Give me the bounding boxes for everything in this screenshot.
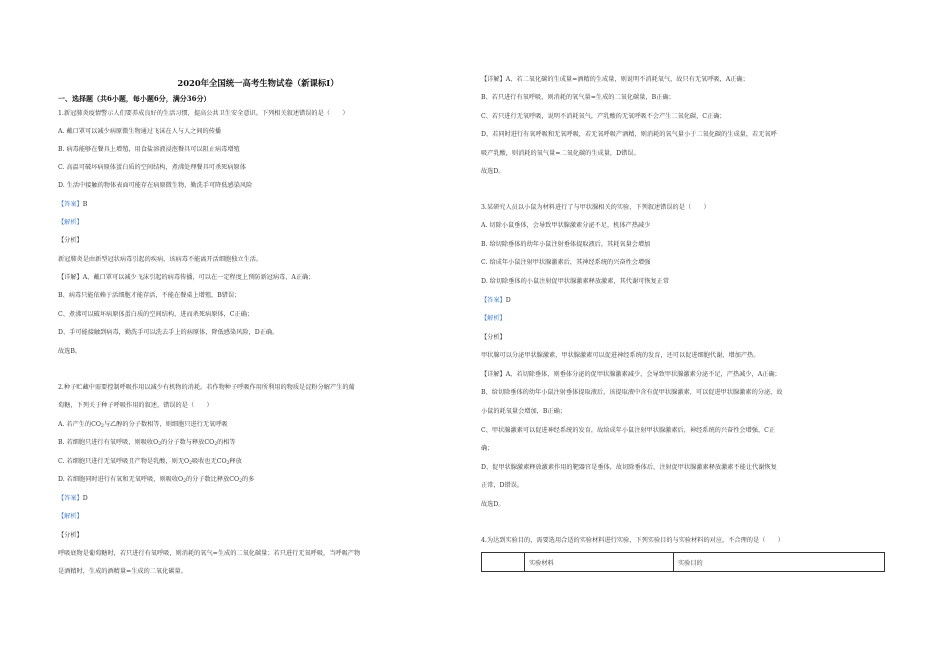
q3-detail-a [481,371,781,379]
answer-tag: 【答案】 [481,297,506,304]
q1-option-b: B. 病毒能够在餐具上增殖，用食盐溶液浸泡餐具可以阻止病毒增殖 [58,146,240,153]
subscript: 2 [226,461,230,466]
subscript: 2 [189,461,192,466]
q3-option-d: D. 给切除垂体的小鼠注射促甲状腺激素释放激素，其代谢可恢复正常 [481,278,670,285]
q2-option-c [58,458,242,468]
q1-detail-c: C、煮沸可以破坏病原体蛋白质的空间结构，进而杀死病原体，C正确； [58,311,254,318]
q2-stem-1: 2.种子贮藏中需要控制呼吸作用以减少有机物的消耗。若作物种子呼吸作用所利用的物质是淀粉分解产生的葡 [58,384,355,391]
q3-option-a: A. 切除小鼠垂体，会导致甲状腺激素分泌不足，机体产热减少 [481,222,651,229]
q1-detail-a [58,274,314,282]
q3-detail-d-2: 正常，D错误。 [481,482,524,489]
answer-value: D [505,297,511,304]
text: B. 若细胞只进行有氧呼吸，则吸收O [58,439,159,446]
q3-option-b: B. 给切除垂体的幼年小鼠注射垂体提取液后，其耗氧量会增加 [481,241,651,248]
text: C. 若细胞只进行无氧呼吸且产物是乳酸，则无O [58,458,190,465]
q2-analysis-2: 是酒精时，生成的酒精量=生成的二氧化碳量。 [58,568,187,575]
detail-text: A、若切除垂体，则垂体分泌的促甲状腺激素减少，会导致甲状腺激素分泌不足，产热减少，A正确； [505,371,781,378]
section-heading: 一、选择题（共6小题，每小题6分，满分36分） [58,94,211,103]
q2-detail-a [481,76,749,84]
q1-fenxi-tag: 【分析】 [58,237,83,244]
q3-detail-b-1: B、给切除垂体的幼年小鼠注射垂体提取液后，该提取液中含有促甲状腺激素，可以促进甲状腺激素的分泌，故 [481,389,783,396]
q2-detail-d-2: 吸产乳酸，则消耗的氧气量=二氧化碳的生成量，D错误。 [481,150,640,157]
q1-conclusion: 故选B。 [58,348,82,355]
q2-option-a [58,421,228,431]
answer-value: B [82,201,88,208]
q1-analysis: 新冠肺炎是由新型冠状病毒引起的疾病，该病毒不能离开活细胞独立生活。 [58,256,263,263]
q3-analysis: 甲状腺可以分泌甲状腺激素，甲状腺激素可以促进神经系统的发育，还可以促进细胞代谢，增加产热。 [481,352,760,359]
q3-detail-d-1: D、促甲状腺激素释放激素作用的靶器官是垂体，故切除垂体后，注射促甲状腺激素释放激素不能让代谢恢复 [481,464,777,471]
q3-jiexi-tag: 【解析】 [481,315,506,322]
q1-option-d: D. 生活中接触的物体表面可能存在病原微生物，勤洗手可降低感染风险 [58,182,253,189]
q3-option-c: C. 给成年小鼠注射甲状腺激素后，其神经系统的兴奋性会增强 [481,259,651,266]
q2-stem-2: 萄糖，下列关于种子呼吸作用的叙述，错误的是（ ） [58,402,213,409]
q2-detail-c: C、若只进行无氧呼吸，说明不消耗氧气，产乳酸的无氧呼吸不会产生二氧化碳，C正确； [481,113,726,120]
q2-analysis-1: 呼吸底物是葡萄糖时，若只进行有氧呼吸，则消耗的氧气=生成的二氧化碳量；若只进行无氧呼吸，当呼吸产物 [58,550,361,557]
q2-detail-d-1: D、若同时进行有氧呼吸和无氧呼吸，若无氧呼吸产酒精，则消耗的氧气量小于二氧化碳的生成量，若无氧呼 [481,131,777,138]
q2-option-b [58,439,236,449]
table-header-cell: 实验目的 [674,553,885,572]
q1-detail-b: B、病毒只能依赖于活细胞才能存活，不能在餐桌上增殖，B错误； [58,292,241,299]
answer-tag: 【答案】 [58,495,83,502]
subscript: 2 [100,424,104,429]
q3-detail-c-1: C、甲状腺激素可以促进神经系统的发育，故给成年小鼠注射甲状腺激素后，神经系统的兴奋性会增强，C正 [481,427,776,434]
q3-conclusion: 故选D。 [481,501,505,508]
q2-fenxi-tag: 【分析】 [58,532,83,539]
q2-option-d [58,476,254,486]
table-header-cell [482,553,525,572]
text: 与乙醇的分子数相等，则细胞只进行无氧呼吸 [103,421,228,428]
q4-table [481,552,885,572]
q2-answer [58,495,88,503]
subscript: 2 [214,442,218,447]
answer-tag: 【答案】 [58,201,83,208]
text: 释放 [229,458,242,465]
text: 的多 [242,476,255,483]
table-row [482,553,885,572]
q1-detail-d: D、手可能接触到病毒，勤洗手可以洗去手上的病原体，降低感染风险，D正确。 [58,329,279,336]
subscript: 2 [183,479,186,484]
q3-detail-b-2: 小鼠的耗氧量会增加，B正确； [481,408,566,415]
answer-value: D [82,495,88,502]
detail-tag: 【详解】 [481,76,506,83]
q3-stem: 3.某研究人员以小鼠为材料进行了与甲状腺相关的实验，下列叙述错误的是（ ） [481,204,710,211]
detail-text: A、戴口罩可以减少飞沫引起的病毒传播，可以在一定程度上预防新冠病毒，A正确； [82,274,315,281]
text: 的相等 [217,439,236,446]
q3-detail-c-2: 确； [481,445,494,452]
q2-conclusion: 故选D。 [481,168,505,175]
text: D. 若细胞同时进行有氧和无氧呼吸，则吸收O [58,476,184,483]
subscript: 2 [239,479,242,484]
page-title: 2020年全国统一高考生物试卷（新课标I） [177,78,339,88]
text: 吸收也无CO [191,458,227,465]
q1-option-a: A. 戴口罩可以减少病原微生物通过飞沫在人与人之间的传播 [58,128,222,135]
text: A. 若产生的CO [58,421,101,428]
text: 的分子数与释放CO [161,439,215,446]
q1-jiexi-tag: 【解析】 [58,219,83,226]
detail-text: A、若二氧化碳的生成量=酒精的生成量，则说明不消耗氧气，故只有无氧呼吸，A正确； [505,76,749,83]
q2-jiexi-tag: 【解析】 [58,513,83,520]
q3-fenxi-tag: 【分析】 [481,334,506,341]
q2-detail-b: B、若只进行有氧呼吸，则消耗的氧气量=生成的二氧化碳量，B正确； [481,94,675,101]
q3-answer [481,297,511,305]
subscript: 2 [158,442,162,447]
detail-tag: 【详解】 [58,274,83,281]
table-header-cell: 实验材料 [525,553,674,572]
q1-stem: 1.新冠肺炎疫情警示人们要养成良好的生活习惯，提高公共卫生安全意识。下列相关叙述错误的是（ ） [58,110,349,117]
q1-answer [58,201,87,209]
q1-option-c: C. 高温可破坏病原体蛋白质的空间结构，煮沸处理餐具可杀死病原体 [58,164,246,171]
text: 的分子数比释放CO [186,476,240,483]
detail-tag: 【详解】 [481,371,506,378]
q4-stem: 4.为达到实验目的，需要选用合适的实验材料进行实验，下列实验目的与实验材料的对应，不合理的是（ ） [481,537,784,544]
